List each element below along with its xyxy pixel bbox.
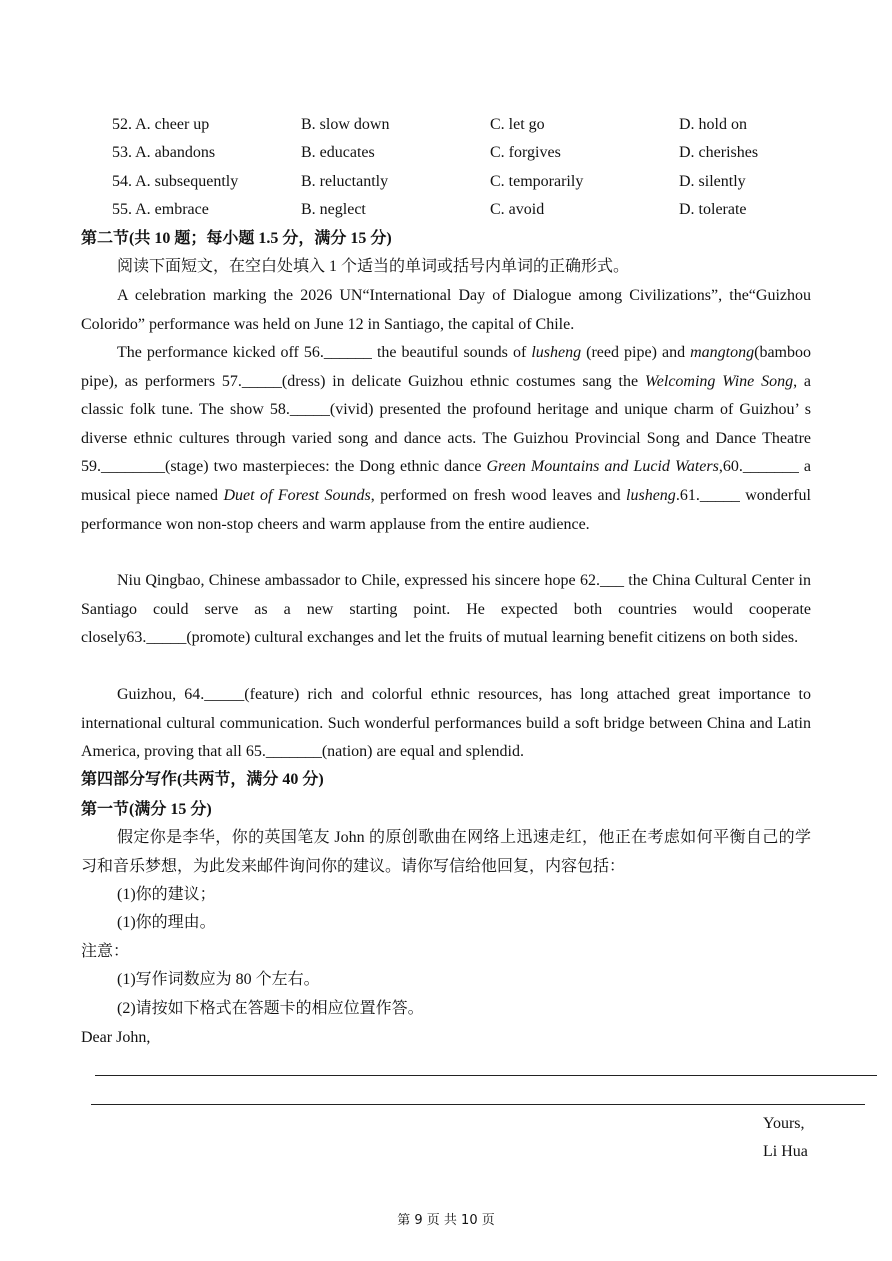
prompt-point-1: (1)你的建议； — [117, 886, 216, 903]
note-label: 注意： — [81, 943, 130, 960]
options-row-54 — [0, 168, 892, 196]
option-b: B. slow down — [301, 116, 390, 133]
italic-term: lusheng — [531, 344, 582, 361]
italic-term: mangtong — [690, 344, 755, 361]
text: .61._____ wonderful performance won non-stop cheers and warm applause from the entire audience. — [81, 486, 812, 533]
text: (bamboo pipe), as performers 57._____(dress) in delicate Guizhou ethnic costumes sang the — [81, 344, 811, 390]
option-b: B. neglect — [301, 201, 366, 218]
note-2: (2)请按如下格式在答题卡的相应位置作答。 — [117, 1000, 424, 1017]
letter-salutation: Dear John, — [81, 1029, 151, 1046]
text: , performed on fresh wood leaves and — [370, 486, 627, 504]
passage-paragraph-1: A celebration marking the 2026 UN“International Day of Dialogue among Civilizations”, the“Guizhou Colorido” performance was held on June 12 in Santiago, the capital of Chile. — [81, 287, 811, 333]
option-a: 53. A. abandons — [112, 144, 216, 161]
options-row-55 — [0, 196, 892, 224]
text: , a classic folk tune. The show 58._____(vivid) presented the profound heritage and unique charm of Guizhou’ s diverse ethnic cultures through varied song and dance acts. The Guizhou Provincial Song and Dance Theatre 59.________(stage) two masterpieces: the Dong ethnic dance — [81, 372, 812, 476]
section2-heading: 第二节(共 10 题；每小题 1.5 分，满分 15 分) — [81, 230, 392, 247]
option-c: C. avoid — [490, 201, 545, 218]
writing-prompt: 假定你是李华，你的英国笔友 John 的原创歌曲在网络上迅速走红，他正在考虑如何平衡自己的学习和音乐梦想，为此发来邮件询问你的建议。请你写信给他回复，内容包括： — [81, 829, 811, 875]
note-1: (1)写作词数应为 80 个左右。 — [117, 971, 320, 988]
letter-signature: Li Hua — [763, 1143, 808, 1160]
option-a: 55. A. embrace — [112, 201, 209, 218]
italic-title: Green Mountains and Lucid Waters — [486, 458, 719, 476]
answer-line — [95, 1075, 877, 1076]
option-d: D. cherishes — [679, 144, 759, 161]
passage-paragraph-2 — [81, 339, 811, 539]
passage-paragraph-3: Niu Qingbao, Chinese ambassador to Chile, expressed his sincere hope 62.___ the China Cultural Center in Santiago could serve as a new starting point. He expected both countries would cooperate closely63._____(promote) cultural exchanges and let the fruits of mutual learning benefit citizens on both sides. — [81, 572, 811, 647]
text: The performance kicked off 56.______ the beautiful sounds of — [117, 344, 532, 361]
answer-line — [91, 1104, 865, 1105]
letter-closing: Yours, — [763, 1115, 805, 1132]
page-number-footer: 第 9 页 共 10 页 — [397, 1213, 495, 1228]
part4-subheading: 第一节(满分 15 分) — [81, 801, 212, 818]
option-c: C. let go — [490, 116, 545, 133]
prompt-point-2: (1)你的理由。 — [117, 914, 216, 931]
options-row-52 — [0, 111, 892, 139]
option-d: D. tolerate — [679, 201, 747, 218]
option-a: 54. A. subsequently — [112, 173, 239, 190]
option-b: B. educates — [301, 144, 375, 161]
part4-heading: 第四部分写作(共两节，满分 40 分) — [81, 771, 324, 788]
passage-paragraph-4: Guizhou, 64._____(feature) rich and colorful ethnic resources, has long attached great importance to international cultural communication. Such wonderful performances build a soft bridge between China and Latin America, proving that all 65._______(nation) are equal and splendid. — [81, 686, 811, 761]
option-d: D. silently — [679, 173, 746, 190]
text: ,60._______ a musical piece named — [81, 458, 811, 504]
option-c: C. forgives — [490, 144, 561, 161]
option-b: B. reluctantly — [301, 173, 389, 190]
italic-title: Duet of Forest Sounds — [223, 486, 371, 504]
options-row-53 — [0, 139, 892, 167]
option-d: D. hold on — [679, 116, 747, 133]
italic-term: lusheng — [626, 486, 676, 504]
text: (reed pipe) and — [581, 344, 691, 361]
italic-title: Welcoming Wine Song — [644, 372, 794, 390]
option-c: C. temporarily — [490, 173, 584, 190]
section2-instruction: 阅读下面短文，在空白处填入 1 个适当的单词或括号内单词的正确形式。 — [117, 258, 630, 275]
option-a: 52. A. cheer up — [112, 116, 210, 133]
